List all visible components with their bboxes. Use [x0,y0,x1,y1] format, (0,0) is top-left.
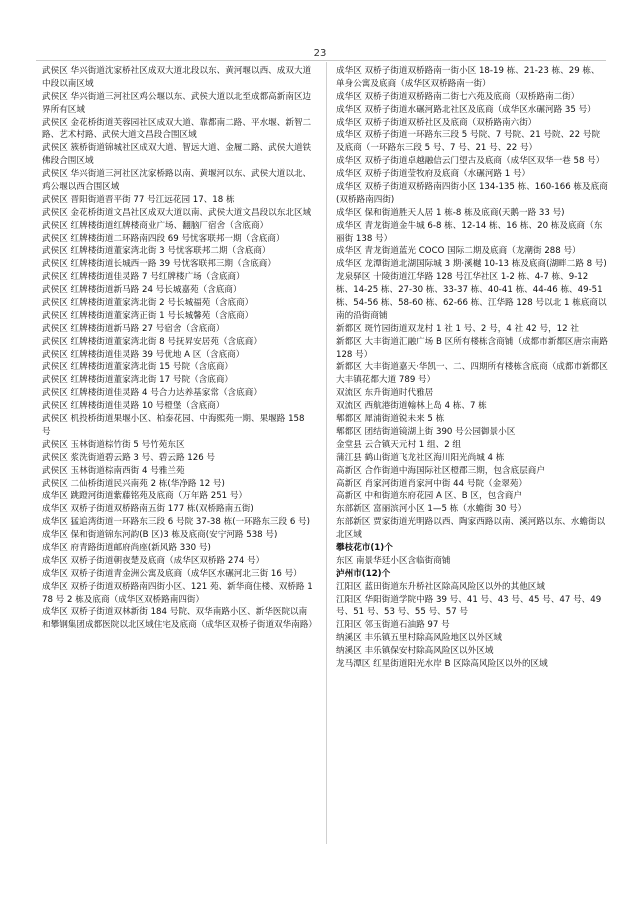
location-entry: 武侯区 红牌楼街道佳灵路 39 号优地 A 区（含底商） [42,349,245,360]
location-entry: 武侯区 浆洗街道碧云路 3 号、碧云路 126 号 [42,452,216,463]
location-entry: 纳溪区 丰乐镇保安村除高风险区以外区域 [336,646,494,657]
location-entry: 双流区 东升街道时代雅居 [336,388,434,399]
location-entry: 江阳区 蓝田街道东升桥社区除高风险区以外的其他区域 [336,581,545,592]
location-entry: 武侯区 红牌楼街道董家湾北街 15 号院（含底商） [42,362,234,373]
location-entry: 武侯区 红牌楼街道董家湾北街 2 号长城福苑（含底商） [42,298,254,309]
location-entry: 成华区 双桥子街道莹牧府及底商（水碾河路 1 号） [336,169,531,180]
location-entry: 高新区 肖家河街道肖家河中街 44 号院（金翠苑） [336,478,528,489]
location-entry: 成华区 双桥子街道双桥路南五街 177 栋(双桥路南五街) [42,504,254,515]
location-entry: 成华区 府青路街道邮府尚座(新风路 330 号) [42,542,211,553]
location-entry: 武侯区 红牌楼街道佳灵路 4 号合力达养基家常（含底商） [42,388,262,399]
location-entry: 高新区 合作街道中海国际社区橙郡三期，包含底层商户 [336,465,545,476]
location-entry: 东部新区 富丽滨河小区 1—5 栋（水蟾街 30 号） [336,504,527,515]
location-entry: 武侯区 金花桥街道芙蓉园社区成双大道、靠都南二路、平水堰、新智二路、艺术村路、武侯大道文昌段合围区域 [42,117,312,141]
location-entry: 武侯区 红牌楼街道新马路 24 号长城嘉苑（含底商） [42,285,242,296]
location-entry: 武侯区 红牌楼街道红牌楼商业广场、翻脑厂宿舍（含底商） [42,220,269,231]
location-entry: 成华区 双桥子街道朝夜楚及底商（成华区双桥路 274 号） [42,555,265,566]
location-entry: 武侯区 红牌楼街道新马路 27 号宿舍（含底商） [42,323,225,334]
location-entry: 金堂县 云合镇天元村 1 组、2 组 [336,439,461,450]
location-entry: 武侯区 红牌楼街道佳灵路 7 号红牌楼广场（含底商） [42,272,245,283]
location-entry: 纳溪区 丰乐镇五里村除高风险地区以外区域 [336,633,503,644]
location-entry: 武侯区 红牌楼街道董家湾正街 1 号长城馨苑（含底商） [42,310,254,321]
location-entry: 成华区 跳蹬河街道紫藤铭苑及底商（万年路 251 号） [42,491,248,502]
location-entry: 郫都区 犀浦街道锐未来 5 栋 [336,414,445,425]
location-entry: 武侯区 玉林街道棕竹街 5 号竹苑东区 [42,439,185,450]
city-heading: 攀枝花市(1)个 [336,542,393,553]
location-entry: 成华区 保和街道锦东河韵(B 区)3 栋及底商(安宁河路 538 号) [42,530,278,541]
city-heading: 泸州市(12)个 [336,568,391,579]
location-entry: 成华区 龙潭街道北湖国际城 3 期·溪樾 10-13 栋及底商(湖畔二路 8 号) [336,259,607,270]
location-entry: 武侯区 红牌楼街道佳灵路 10 号橙堡（含底商） [42,401,225,412]
location-entry: 武侯区 机投桥街道果堰小区、柏泰花园、中海熙苑一期、果堰路 158 号 [42,414,305,437]
location-entry: 蒲江县 鹤山街道飞龙社区海川阳光尚城 4 栋 [336,452,505,463]
location-entry: 武侯区 红牌楼街道长城西一路 39 号忧客联邦三期（含底商） [42,259,276,270]
location-entry: 武侯区 红牌楼街道董家湾北街 8 号抚昇安居苑（含底商） [42,336,262,347]
location-entry: 武侯区 红牌楼街道董家湾北街 3 号忧客联邦二期（含底商） [42,246,271,257]
location-entry: 武侯区 红牌楼街道二环路南四段 69 号忧客联邦一期（含底商） [42,233,285,244]
top-rule [36,60,606,61]
location-entry: 成华区 青龙街道金牛城 6-8 栋、12-14 栋、16 栋、20 栋及底商（东丽街 138 号） [336,220,603,244]
right-column [336,65,608,671]
location-entry: 武侯区 华兴街道沈家桥社区成双大道北段以东、黄河堰以西、成双大道中段以南区域 [42,66,312,89]
location-entry: 武侯区 二仙桥街道民兴南苑 2 栋(华净路 12 号) [42,478,225,489]
location-entry: 龙马潭区 红星街道阳光水岸 B 区除高风险区以外的区域 [336,658,548,669]
location-entry: 东部新区 贾家街道光明路以西、陶家西路以南、溪河路以东、水蟾街以北区域 [336,517,606,541]
location-entry: 武侯区 晋阳街道晋平街 77 号江远花园 17、18 栋 [42,194,235,205]
location-entry: 高新区 中和街道东府花园 A 区、B 区，包含商户 [336,491,522,502]
location-entry: 新都区 斑竹园街道双龙村 1 社 1 号、2 号，4 社 42 号，12 社 [336,323,579,334]
location-entry: 江阳区 华阳街道学院中路 39 号、41 号、43 号、45 号、47 号、49 号、51 号、53 号、55 号、57 号 [336,594,602,618]
column-divider [326,62,327,844]
location-entry: 武侯区 玉林街道棕南西街 4 号雅兰苑 [42,465,185,476]
location-entry: 成华区 双桥子街道双桥路南一街小区 18-19 栋、21-23 栋、29 栋、单身公寓及底商（成华区双桥路南一街） [336,66,600,89]
location-entry: 郫都区 团结街道镜湖上街 390 号公园御景小区 [336,426,516,437]
location-entry: 成华区 双桥子街道双林新街 184 号院、双华南路小区、新华医院以南和攀钢集团成都医院以北区域住宅及底商（成华区双桥子街道双华南路） [42,607,318,631]
location-entry: 武侯区 华兴街道三河社区沈家桥路以南、黄堰河以东、武侯大道以北、鸡公堰以西合围区域 [42,169,312,193]
location-entry: 新都区 大丰街道嘉天·华凯一、二、四期所有楼栋含底商（成都市新都区大丰镇花都大道 789 号） [336,362,608,386]
location-entry: 新都区 大丰街道汇融广场 B 区所有楼栋含商铺（成都市新都区唐宗南路 128 号） [336,336,608,360]
left-column [42,65,318,632]
page-number: 23 [313,48,327,59]
location-entry: 武侯区 簇桥街道锦城社区成双大道、智远大道、金履二路、武侯大道铁佛段合围区域 [42,143,312,167]
location-entry: 成华区 双桥子街道水碾河路北社区及底商（成华区水碾河路 35 号） [336,104,596,115]
location-entry: 东区 南景华廷小区含临街商铺 [336,555,451,566]
location-entry: 成华区 双桥子街道一环路东三段 5 号院、7 号院、21 号院、22 号院及底商（一环路东三段 5 号、7 号、21 号、22 号） [336,130,601,154]
location-entry: 成华区 猛追湾街道一环路东三段 6 号院 37-38 栋(一环路东三段 6 号) [42,517,310,528]
location-entry: 武侯区 金花桥街道文昌社区成双大道以南、武侯大道文昌段以东北区域 [42,207,312,218]
location-entry: 双流区 西航港街道翰林上岛 4 栋、7 栋 [336,401,487,412]
location-entry: 成华区 双桥子街道双桥路南四街小区 134-135 栋、160-166 栋及底商(双桥路南四街) [336,182,608,205]
location-entry: 成华区 双桥子街道双桥社区及底商（双桥路南六街） [336,117,537,128]
location-entry: 成华区 双桥子街道双桥路南四街小区、121 苑、新华商住楼、双桥路 178 号 2 栋及底商（成华区双桥路南四街） [42,581,313,605]
location-entry: 成华区 双桥子街道双桥路南二街七六苑及底商（双桥路南二街） [336,91,580,102]
location-entry: 成华区 青龙街道蓝光 COCO 国际二期及底商（龙潮街 288 号） [336,246,581,257]
location-entry: 成华区 双桥子街道青金洲公寓及底商（成华区水碾河北三街 16 号） [42,568,302,579]
location-entry: 武侯区 红牌楼街道董家湾北街 17 号院（含底商） [42,375,234,386]
location-entry: 成华区 双桥子街道卓越融信云门望古及底商（成华区双华一巷 58 号） [336,156,605,167]
location-entry: 武侯区 华兴街道三河社区鸡公堰以东、武侯大道以北至成都高新南区边界所有区域 [42,91,312,115]
location-entry: 江阳区 邻玉街道石油路 97 号 [336,620,450,631]
location-entry: 龙泉驿区 十陵街道江华路 128 号江华社区 1-2 栋、4-7 栋、9-12 栋、14-25 栋、27-30 栋、33-37 栋、40-41 栋、44-46 栋、49-51 栋、54-56 栋、58-60 栋、62-66 栋、江华路 128 号以北 1 栋底商以南的沿街商铺 [336,272,607,321]
location-entry: 成华区 保和街道胜天人居 1 栋-8 栋及底商(天鹅一路 33 号) [336,207,565,218]
